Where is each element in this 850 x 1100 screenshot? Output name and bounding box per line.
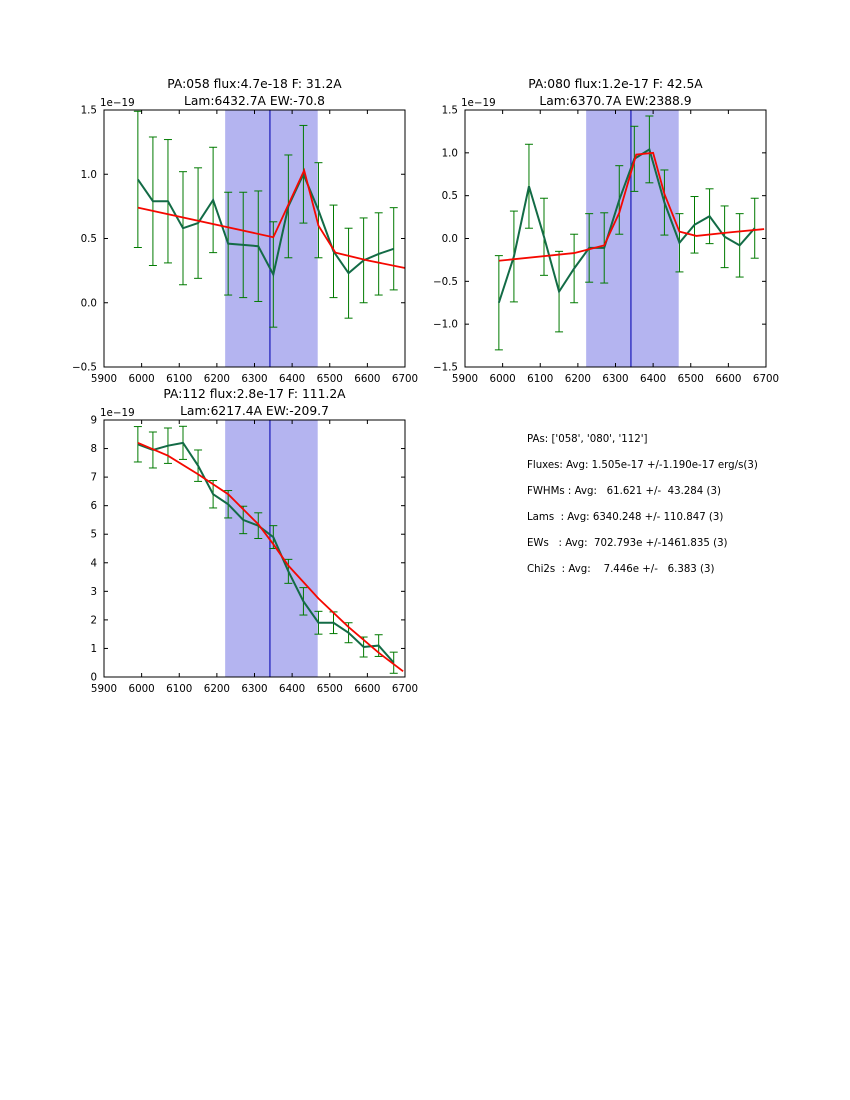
stats-line-ews: EWs : Avg: 702.793e +/-1461.835 (3) — [527, 538, 728, 549]
svg-text:Lam:6217.4A EW:-209.7: Lam:6217.4A EW:-209.7 — [180, 404, 329, 418]
svg-text:6500: 6500 — [316, 373, 343, 385]
plot-pa058-spectrum — [54, 60, 434, 390]
svg-text:Lam:6370.7A EW:2388.9: Lam:6370.7A EW:2388.9 — [539, 94, 692, 108]
svg-text:5900: 5900 — [90, 683, 118, 695]
svg-text:PA:058 flux:4.7e-18 F: 31.2A: PA:058 flux:4.7e-18 F: 31.2A — [167, 77, 342, 91]
svg-text:6000: 6000 — [128, 373, 155, 385]
svg-text:−0.5: −0.5 — [432, 275, 458, 288]
svg-text:6300: 6300 — [602, 373, 629, 385]
svg-text:6200: 6200 — [203, 683, 230, 695]
svg-text:5: 5 — [90, 528, 97, 541]
svg-text:6400: 6400 — [640, 373, 667, 385]
svg-text:0.5: 0.5 — [441, 190, 458, 203]
svg-text:PA:080 flux:1.2e-17 F: 42.5A: PA:080 flux:1.2e-17 F: 42.5A — [528, 77, 703, 91]
stats-panel — [527, 433, 758, 589]
plot-pa080-spectrum — [415, 60, 795, 390]
svg-text:6100: 6100 — [166, 373, 193, 385]
svg-text:6400: 6400 — [279, 373, 306, 385]
svg-text:3: 3 — [90, 585, 97, 598]
svg-text:6300: 6300 — [241, 683, 268, 695]
svg-text:6000: 6000 — [128, 683, 155, 695]
svg-text:PA:112 flux:2.8e-17 F: 111.2A: PA:112 flux:2.8e-17 F: 111.2A — [163, 387, 346, 401]
stats-line-lams: Lams : Avg: 6340.248 +/- 110.847 (3) — [527, 512, 724, 523]
svg-text:6700: 6700 — [391, 373, 419, 385]
plot-pa112-spectrum — [54, 370, 434, 700]
svg-text:6200: 6200 — [203, 373, 230, 385]
svg-text:6500: 6500 — [316, 683, 343, 695]
svg-text:8: 8 — [90, 443, 97, 456]
svg-text:6: 6 — [90, 500, 97, 513]
stats-line-fluxes: Fluxes: Avg: 1.505e-17 +/-1.190e-17 erg/s(3) — [527, 460, 758, 471]
svg-text:6700: 6700 — [752, 373, 780, 385]
svg-text:Lam:6432.7A EW:-70.8: Lam:6432.7A EW:-70.8 — [183, 94, 326, 108]
svg-text:1e−19: 1e−19 — [100, 97, 135, 109]
svg-text:−0.5: −0.5 — [71, 361, 97, 374]
svg-text:−1.5: −1.5 — [432, 361, 458, 374]
svg-text:6700: 6700 — [391, 683, 419, 695]
svg-text:6400: 6400 — [279, 683, 306, 695]
svg-text:4: 4 — [90, 557, 97, 570]
svg-text:1.0: 1.0 — [441, 147, 458, 160]
svg-text:6600: 6600 — [354, 373, 381, 385]
svg-text:1.5: 1.5 — [80, 104, 97, 117]
svg-text:2: 2 — [90, 614, 97, 627]
svg-text:0: 0 — [90, 671, 97, 684]
svg-text:0.0: 0.0 — [80, 297, 97, 310]
stats-line-fwhms: FWHMs : Avg: 61.621 +/- 43.284 (3) — [527, 486, 721, 497]
svg-text:6600: 6600 — [715, 373, 742, 385]
svg-text:6100: 6100 — [166, 683, 193, 695]
svg-text:5900: 5900 — [90, 373, 118, 385]
svg-text:1e−19: 1e−19 — [461, 97, 496, 109]
svg-text:1.0: 1.0 — [80, 168, 97, 181]
svg-text:6500: 6500 — [677, 373, 704, 385]
svg-text:1: 1 — [90, 642, 97, 655]
svg-text:6600: 6600 — [354, 683, 381, 695]
svg-text:−1.0: −1.0 — [432, 318, 458, 331]
svg-text:1e−19: 1e−19 — [100, 407, 135, 419]
svg-text:0.5: 0.5 — [80, 233, 97, 245]
svg-text:6200: 6200 — [564, 373, 591, 385]
svg-text:9: 9 — [90, 414, 97, 427]
svg-text:6100: 6100 — [527, 373, 554, 385]
svg-text:0.0: 0.0 — [441, 233, 458, 245]
stats-line-pas: PAs: ['058', '080', '112'] — [527, 434, 648, 445]
stats-line-chi2s: Chi2s : Avg: 7.446e +/- 6.383 (3) — [527, 564, 715, 575]
svg-text:7: 7 — [90, 471, 97, 484]
svg-text:5900: 5900 — [451, 373, 479, 385]
svg-text:6000: 6000 — [489, 373, 516, 385]
svg-text:1.5: 1.5 — [441, 104, 458, 117]
svg-text:6300: 6300 — [241, 373, 268, 385]
